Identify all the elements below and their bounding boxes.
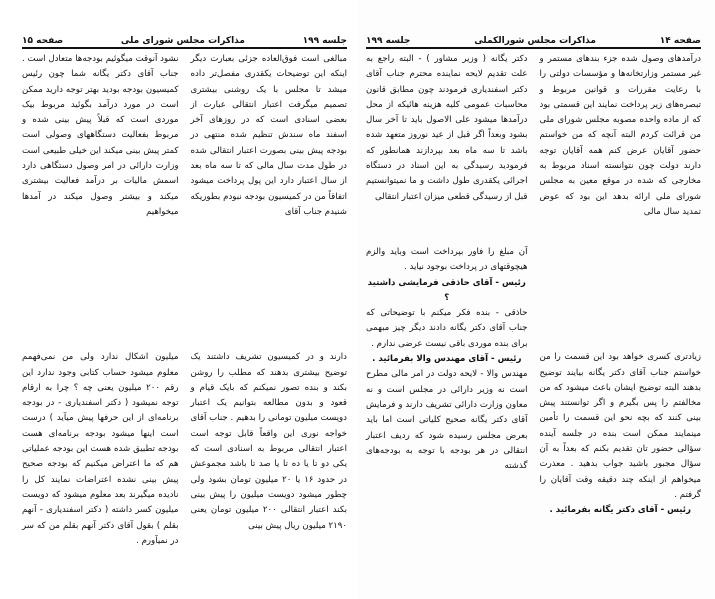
paragraph: آن مبلغ را فاور بپرداخت است وباید والزم هیچوقتهای در پرداخت بوجود نیاید . [366,246,528,273]
page-header [366,30,701,49]
paragraph: زیادتری کسری خواهد بود این قسمت را من خواستم جناب آقای دکتر یگانه بیایند توضیح بدهند البته توضیح ایشان باعث میشود که من مخالفتم را پس بگیرم و اگر توانستند پیش بینی کنند که بچه نحو این قسمت را تأمین مینمایند ممکن است بنده در جلسه آینده سؤالی حضور تان تقدیم بکنم که بعداً به آن سؤال مجبور باشید جواب بدهید . معذرت میخواهم از اینکه چند دقیقه وقت آقایان را گرفتم . [539,352,701,500]
text-column-left [22,52,179,549]
session-number: جلسه ۱۹۹ [366,36,411,46]
page-header [22,30,347,49]
speaker-line: رئیس - آقای حاذقی فرمایشی داشتید ؟ [367,277,526,303]
text-column-right [540,52,702,519]
paragraph: دکتر یگانه ( وزیر مشاور ) - البته راجع به علت تقدیم لایحه نماینده محترم جناب آقای دکتر اسفندیاری فرمودند چون مطابق قانون محاسبات عمومی کلیه هزینه هائیکه از محل درآمدها میشود علی الاصول باید تا آخر سال بشود وبعداً اگر قبل از عید نوروز متعهد شده باشد تا سه ماه بعد بپردازند همانطور که فرمودید رسیدگی به این اسناد در دستگاه اجرائی یکقدری طول داشت و ما نمیتوانستیم قبل از رسیدگی قطعی میزان اعتبار انتقالی [366,54,528,202]
paragraph: دارند و در کمیسیون تشریف داشتند یک توضیح بیشتری بدهند که مطلب را روشن بکند و بنده تصور نمیکنم که بایک قیام و قعود و بدون مطالعه بتوانیم یک اعتبار دویست میلیون تومانی را بدهیم . جناب آقای خواجه نوری این واقعاً قابل توجه است اعتبار انتقالی مربوط به اسنادی است که یکی دو تا یا ده تا یا صد تا باشد مجموعش در حدود ۱۶ یا ۲۰ میلیون تومان بشود ولی چطور میشود دویست میلیون را پیش بینی بکند اعتبار انتقالی ۲۰۰ میلیون تومان یعنی ۲۱۹۰ میلیون ریال پیش بینی [190,352,348,531]
paragraph: نشود آنوقت میگوئیم بودجه‌ها متعادل است . جناب آقای دکتر یگانه شما چون رئیس کمیسیون بودجه بودید بهتر توجه دارید ممکن است در مورد درآمد بگوئید مربوط بیک موردی است که قبلاً پیش بینی شده و مربوط بفعالیت دستگاههای وصولی است کمتر پیش بینی میکند این خیلی طبیعی است وزارت دارائی در امر وصول دستگاهی دارد اسمش مالیات بر درآمد فعالیت بیشتری میکند و بیشتر وصول میکند در آمد‌ها میخواهیم [22,54,179,217]
speaker-line: رئیس - آقای مهندس والا بفرمائید . [372,354,522,365]
paragraph: میلیون اشکال ندارد ولی من نمی‌فهمم معلوم میشود حساب کتابی وجود ندارد این رقم ۲۰۰ میلیون یعنی چه ؟ چرا به ارقام توجه نمیشود ( دکتر اسفندیاری - در بودجه برنامه‌ای از این حرفها پیش میآید ) درست است اینها میشود بودجه برنامه‌ای هست بودجه تطبیق شده هست این بودجه عملیاتی هم که ما اعتراض میکنیم که بودجه صحیح پیش بینی نشده اعتراضات نمایند کل را نادیده میگیرند بعد معلوم میشود که دویست میلیون کسر داشته ( دکتر اسفندیاری - آنهم بقلم ) بقول آقای دکتر آنهم بقلم من که سر در نمیآورم . [22,352,179,546]
right-page [358,0,715,599]
page-number: صفحه ۱۵ [22,36,64,46]
publication-title: مذاکرات مجلس شورالکملی [474,36,596,46]
paragraph: مبالغی است فوق‌العاده جزئی بعبارت دیگر اینکه این توضیحات یکقدری مفصل‌تر داده میشد تا مجلس با یک روشنی بیشتری تصمیم میگرفت اعتبار انتقالی عبارت از بعضی اسنادی است که در روزهای آخر اسفند ماه سند‌ش تنظیم شده منتهی در بودجه پیش بینی بصورت اعتبار انتقالی شده در طول مدت سال مالی که تا سه ماه بعد از سال اعتبار دارد این پول پرداخت میشود اتفاقاً من در کمیسیون بودجه نبودم بطوریکه شنیدم جناب آقای [190,54,347,217]
speaker-line: رئیس - آقای دکتر یگانه بفرمائید . [549,505,691,516]
paragraph: حاذقی - بنده فکر میکنم با توضیحاتی که جناب آقای دکتر یگانه دادند دیگر چیز مبهمی برای بنده موردی باقی نیست عرضی ندارم . [366,308,528,349]
session-number: جلسه ۱۹۹ [302,36,347,46]
left-page [0,0,357,599]
text-column-right [191,52,348,549]
text-column-left [366,52,528,519]
publication-title: مذاکرات مجلس شورای ملی [120,36,245,46]
paragraph: درآمدهای وصول شده جزء بندهای مستمر و غیر مستمر وزارتخانه‌ها و مؤسسات دولتی را با رعایت مقررات و قوانین مربوط و تبصره‌های زیر پرداخت نمایند این قسمتی بود که از ماده واحده مصوبه مجلس شورای ملی من قرائت کردم البته آنچه که من خواستم حضور آقایان عرض کنم همه آقایان توجه دارند دولت چون نتوانسته اسناد مربوط به مخارجی که شده در موقع معین به مجلس شورای ملی ارائه بدهد این بود که عوض تمدید سال مالی [539,54,701,217]
paragraph: مهندس والا - لایحه دولت در امر مالی مطرح است نه وزیر دارائی در مجلس است و نه معاون وزارت دارائی تشریف دارند و فرمایش آقای دکتر یگانه صحیح کلیاتی است اما باید بعرض مجلس رسیده شود که ردیف اعتبار انتقالی در هر بودجه با توجه به بودجه‌های گذشته [366,369,528,472]
page-number: صفحه ۱۴ [659,36,701,46]
